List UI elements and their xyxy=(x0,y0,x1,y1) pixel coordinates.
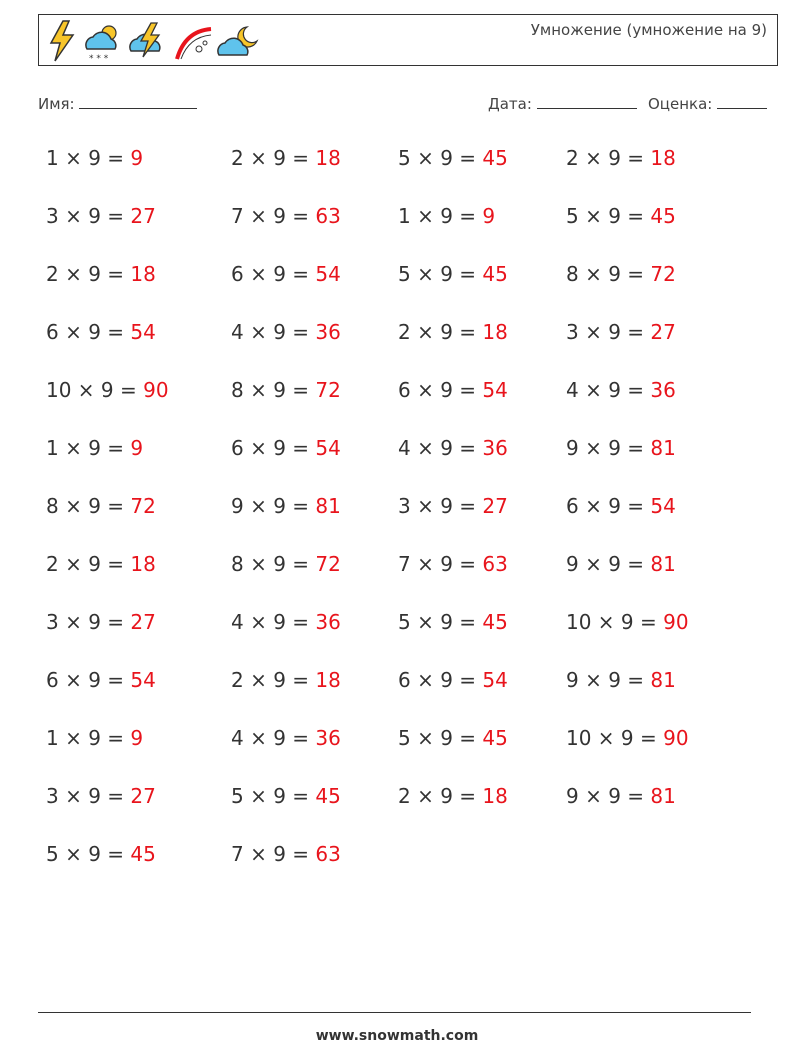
problem-question: 1 × 9 = xyxy=(46,146,131,170)
problem-item xyxy=(46,204,156,228)
problem-question: 1 × 9 = xyxy=(398,204,483,228)
problem-item xyxy=(231,494,341,518)
problem-item xyxy=(231,552,341,576)
problem-question: 2 × 9 = xyxy=(231,146,316,170)
problem-answer: 54 xyxy=(482,668,508,692)
problem-question: 7 × 9 = xyxy=(231,842,316,866)
problem-answer: 72 xyxy=(315,552,341,576)
problem-question: 7 × 9 = xyxy=(231,204,316,228)
problem-item xyxy=(231,610,341,634)
problem-question: 10 × 9 = xyxy=(566,610,664,634)
problem-answer: 81 xyxy=(650,784,676,808)
wind-rainbow-icon xyxy=(171,19,215,63)
name-field[interactable] xyxy=(38,94,197,113)
problem-question: 4 × 9 = xyxy=(231,726,316,750)
problem-question: 4 × 9 = xyxy=(398,436,483,460)
problem-question: 3 × 9 = xyxy=(398,494,483,518)
problem-answer: 36 xyxy=(315,320,341,344)
problem-item xyxy=(398,146,508,170)
problem-question: 2 × 9 = xyxy=(46,262,131,286)
problem-question: 5 × 9 = xyxy=(398,146,483,170)
weather-icons xyxy=(45,19,263,63)
problem-answer: 45 xyxy=(482,262,508,286)
problem-question: 8 × 9 = xyxy=(46,494,131,518)
problem-answer: 81 xyxy=(650,668,676,692)
problem-answer: 63 xyxy=(315,204,341,228)
problem-question: 9 × 9 = xyxy=(566,668,651,692)
problem-item xyxy=(566,436,676,460)
problem-item xyxy=(566,204,676,228)
problem-item xyxy=(398,320,508,344)
problem-answer: 72 xyxy=(315,378,341,402)
problem-item xyxy=(231,726,341,750)
problem-question: 10 × 9 = xyxy=(46,378,144,402)
problem-answer: 18 xyxy=(315,668,341,692)
problem-item xyxy=(566,262,676,286)
problem-answer: 9 xyxy=(482,204,496,228)
problem-answer: 72 xyxy=(130,494,156,518)
date-label: Дата: xyxy=(488,95,532,113)
problem-question: 3 × 9 = xyxy=(46,784,131,808)
problem-answer: 63 xyxy=(482,552,508,576)
problem-answer: 36 xyxy=(315,726,341,750)
problem-answer: 18 xyxy=(315,146,341,170)
problem-answer: 54 xyxy=(130,320,156,344)
problem-answer: 9 xyxy=(130,726,144,750)
problem-question: 5 × 9 = xyxy=(566,204,651,228)
problem-answer: 54 xyxy=(315,262,341,286)
problem-item xyxy=(566,552,676,576)
problem-item xyxy=(46,262,156,286)
problem-item xyxy=(398,436,508,460)
problem-answer: 81 xyxy=(650,552,676,576)
problem-question: 4 × 9 = xyxy=(231,610,316,634)
problem-question: 5 × 9 = xyxy=(398,610,483,634)
problem-answer: 54 xyxy=(130,668,156,692)
problem-question: 5 × 9 = xyxy=(398,262,483,286)
problem-item xyxy=(46,494,156,518)
svg-text:* * *: * * * xyxy=(89,54,109,63)
problem-question: 1 × 9 = xyxy=(46,436,131,460)
snow-cloud-icon xyxy=(79,19,127,63)
problem-question: 6 × 9 = xyxy=(398,378,483,402)
problem-item xyxy=(398,378,508,402)
problem-item xyxy=(46,436,143,460)
problem-item xyxy=(231,204,341,228)
problem-item xyxy=(566,146,676,170)
problem-item xyxy=(398,784,508,808)
name-line xyxy=(79,94,197,109)
problem-item xyxy=(46,784,156,808)
problem-question: 9 × 9 = xyxy=(566,784,651,808)
problem-answer: 45 xyxy=(315,784,341,808)
problem-item xyxy=(231,784,341,808)
problem-item xyxy=(46,378,169,402)
problem-question: 5 × 9 = xyxy=(231,784,316,808)
problem-question: 6 × 9 = xyxy=(398,668,483,692)
problem-answer: 18 xyxy=(482,784,508,808)
problem-item xyxy=(46,668,156,692)
problem-item xyxy=(566,726,689,750)
name-label: Имя: xyxy=(38,95,75,113)
problem-question: 2 × 9 = xyxy=(231,668,316,692)
problem-item xyxy=(231,262,341,286)
problem-answer: 54 xyxy=(650,494,676,518)
problem-question: 6 × 9 = xyxy=(231,436,316,460)
problem-item xyxy=(46,842,156,866)
problem-answer: 9 xyxy=(130,146,144,170)
problem-answer: 63 xyxy=(315,842,341,866)
problem-question: 4 × 9 = xyxy=(566,378,651,402)
problem-question: 9 × 9 = xyxy=(566,436,651,460)
problem-answer: 45 xyxy=(650,204,676,228)
problem-question: 8 × 9 = xyxy=(566,262,651,286)
problem-question: 6 × 9 = xyxy=(46,668,131,692)
footer-url: www.snowmath.com xyxy=(315,1028,479,1044)
problem-question: 10 × 9 = xyxy=(566,726,664,750)
problem-question: 8 × 9 = xyxy=(231,378,316,402)
problem-answer: 27 xyxy=(650,320,676,344)
problem-question: 7 × 9 = xyxy=(398,552,483,576)
problem-question: 3 × 9 = xyxy=(566,320,651,344)
problem-question: 9 × 9 = xyxy=(566,552,651,576)
problem-item xyxy=(46,610,156,634)
problem-item xyxy=(566,610,689,634)
storm-cloud-icon xyxy=(127,19,171,63)
problem-item xyxy=(398,552,508,576)
problem-item xyxy=(398,726,508,750)
problem-item xyxy=(398,610,508,634)
problem-answer: 54 xyxy=(482,378,508,402)
problem-question: 2 × 9 = xyxy=(566,146,651,170)
problem-item xyxy=(566,378,676,402)
problem-answer: 27 xyxy=(130,204,156,228)
problem-item xyxy=(398,204,495,228)
problem-item xyxy=(566,784,676,808)
problem-question: 3 × 9 = xyxy=(46,610,131,634)
problem-answer: 90 xyxy=(663,610,689,634)
problem-question: 6 × 9 = xyxy=(231,262,316,286)
problem-answer: 18 xyxy=(482,320,508,344)
problem-answer: 90 xyxy=(663,726,689,750)
problem-answer: 18 xyxy=(650,146,676,170)
problem-answer: 9 xyxy=(130,436,144,460)
problem-question: 5 × 9 = xyxy=(398,726,483,750)
problem-answer: 81 xyxy=(315,494,341,518)
problem-question: 2 × 9 = xyxy=(398,320,483,344)
problem-question: 1 × 9 = xyxy=(46,726,131,750)
problem-item xyxy=(398,262,508,286)
problem-item xyxy=(566,668,676,692)
problem-item xyxy=(46,726,143,750)
problem-item xyxy=(231,668,341,692)
problem-answer: 72 xyxy=(650,262,676,286)
problem-item xyxy=(566,320,676,344)
problem-answer: 81 xyxy=(650,436,676,460)
problem-answer: 27 xyxy=(130,610,156,634)
night-cloud-icon xyxy=(215,19,263,63)
problem-item xyxy=(46,146,143,170)
problem-answer: 90 xyxy=(143,378,169,402)
problem-item xyxy=(566,494,676,518)
problem-question: 5 × 9 = xyxy=(46,842,131,866)
score-label: Оценка: xyxy=(648,95,713,113)
header-box xyxy=(38,14,778,66)
problem-answer: 18 xyxy=(130,552,156,576)
problem-item xyxy=(398,494,508,518)
score-field[interactable] xyxy=(648,94,767,113)
problem-item xyxy=(231,842,341,866)
problem-answer: 36 xyxy=(650,378,676,402)
problem-question: 6 × 9 = xyxy=(46,320,131,344)
problem-item xyxy=(398,668,508,692)
problem-question: 4 × 9 = xyxy=(231,320,316,344)
problem-question: 6 × 9 = xyxy=(566,494,651,518)
problem-answer: 27 xyxy=(130,784,156,808)
date-line xyxy=(537,94,637,109)
problem-answer: 45 xyxy=(130,842,156,866)
problem-question: 2 × 9 = xyxy=(46,552,131,576)
problem-question: 9 × 9 = xyxy=(231,494,316,518)
problem-item xyxy=(231,320,341,344)
date-field[interactable] xyxy=(488,94,637,113)
lightning-icon xyxy=(45,19,79,63)
problem-answer: 36 xyxy=(482,436,508,460)
problem-item xyxy=(231,146,341,170)
problem-answer: 36 xyxy=(315,610,341,634)
problem-question: 8 × 9 = xyxy=(231,552,316,576)
problem-item xyxy=(46,320,156,344)
worksheet-title: Умножение (умножение на 9) xyxy=(530,21,767,39)
score-line xyxy=(717,94,767,109)
problem-answer: 54 xyxy=(315,436,341,460)
footer-divider xyxy=(38,1012,751,1013)
problem-answer: 27 xyxy=(482,494,508,518)
problem-answer: 18 xyxy=(130,262,156,286)
problem-question: 2 × 9 = xyxy=(398,784,483,808)
problem-item xyxy=(231,378,341,402)
problem-answer: 45 xyxy=(482,146,508,170)
problem-question: 3 × 9 = xyxy=(46,204,131,228)
problem-answer: 45 xyxy=(482,726,508,750)
problem-item xyxy=(231,436,341,460)
problem-answer: 45 xyxy=(482,610,508,634)
problem-item xyxy=(46,552,156,576)
